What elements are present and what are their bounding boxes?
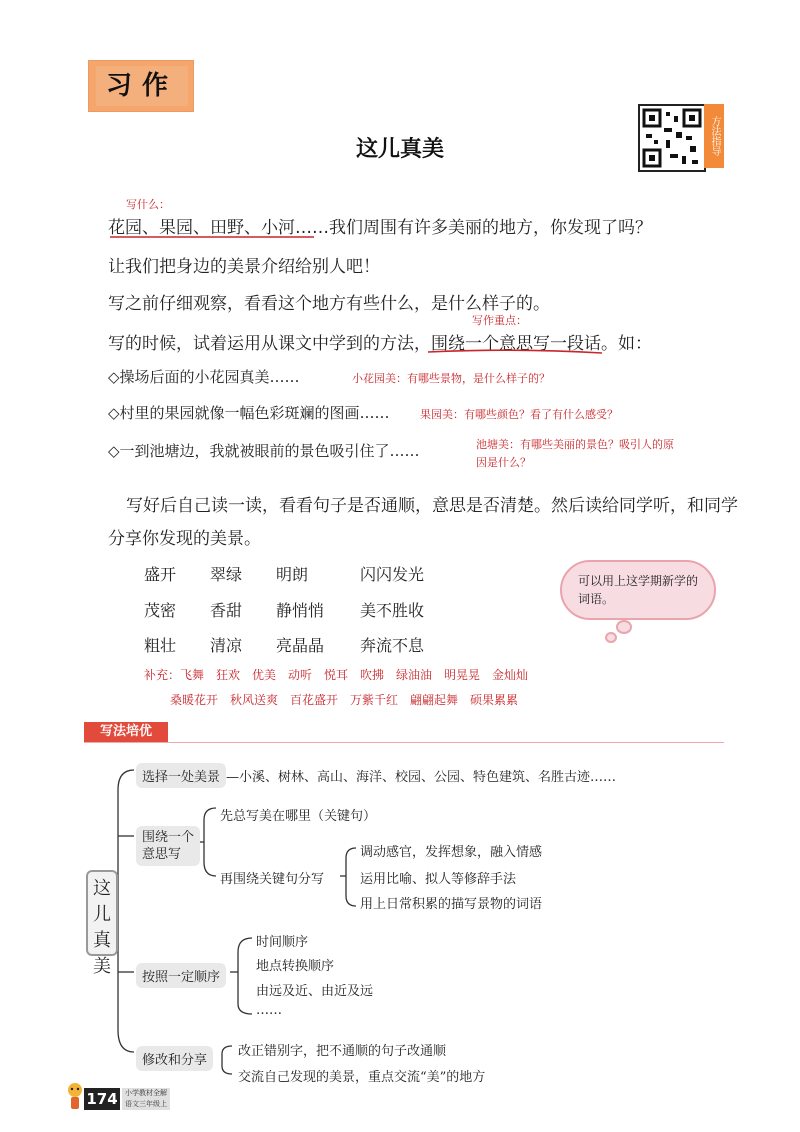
intro-line-4: 写的时候，试着运用从课文中学到的方法，围绕一个意思写一段话。如： — [108, 334, 652, 354]
branch-focus-b-item: 用上日常积累的描写景物的词语 — [360, 897, 543, 912]
example-3-note-cont: 因是什么？ — [476, 456, 531, 469]
mindmap-root — [86, 870, 118, 977]
qr-tab-label: 方法指导 — [704, 104, 724, 168]
example-2: ◇村里的果园就像一幅色彩斑斓的图画…… — [108, 404, 390, 422]
word: 明朗 — [276, 565, 309, 584]
branch-order-item: 由远及近、由近及远 — [256, 984, 374, 999]
supplement-line-2: 桑暖花开 秋风送爽 百花盛开 万紫千红 翩翩起舞 硕果累累 — [170, 693, 519, 707]
branch-order-item: …… — [256, 1003, 282, 1018]
example-3: ◇一到池塘边，我就被眼前的景色吸引住了…… — [108, 442, 420, 460]
intro-line-6: 分享你发现的美景。 — [108, 529, 261, 549]
example-2-note: 果园美：有哪些颜色？看了有什么感受？ — [420, 408, 618, 421]
example-1: ◇操场后面的小花园真美…… — [108, 368, 300, 386]
section-badge-label: 习作 — [96, 66, 188, 106]
word: 美不胜收 — [360, 601, 425, 620]
example-1-note: 小花园美：有哪些景物，是什么样子的？ — [352, 372, 550, 385]
branch-choose: 选择一处美景 — [136, 763, 226, 788]
intro-line-5: 写好后自己读一读，看看句子是否通顺，意思是否清楚。然后读给同学听，和同学 — [126, 496, 738, 516]
word: 盛开 — [144, 565, 177, 584]
intro-line-2: 让我们把身边的美景介绍给别人吧！ — [108, 257, 380, 277]
note-what: 写什么： — [126, 198, 170, 211]
word: 静悄悄 — [276, 601, 325, 620]
word: 茂密 — [144, 601, 177, 620]
branch-focus-b-item: 运用比喻、拟人等修辞手法 — [360, 872, 517, 887]
branch-choose-detail: —小溪、树林、高山、海洋、校园、公园、特色建筑、名胜古迹…… — [226, 770, 617, 785]
mindmap-root-label: 这儿真美 — [93, 878, 111, 977]
footer-book-title: 小学教材全解 语文三年级上 — [122, 1088, 170, 1110]
word: 香甜 — [210, 601, 243, 620]
branch-focus: 围绕一个意思写 — [136, 826, 200, 866]
mascot-icon — [66, 1082, 84, 1110]
intro-line-1: 花园、果园、田野、小河……我们周围有许多美丽的地方，你发现了吗？ — [108, 218, 652, 238]
branch-revise-item: 改正错别字，把不通顺的句子改通顺 — [238, 1044, 447, 1059]
branch-focus-b: 再围绕关键句分写 — [220, 872, 325, 887]
intro-line-3: 写之前仔细观察，看看这个地方有些什么，是什么样子的。 — [108, 294, 550, 314]
branch-revise: 修改和分享 — [136, 1046, 213, 1071]
branch-order-item: 时间顺序 — [256, 935, 309, 950]
word: 粗壮 — [144, 636, 177, 655]
word: 翠绿 — [210, 565, 243, 584]
branch-revise-item: 交流自己发现的美景，重点交流“美”的地方 — [238, 1070, 486, 1085]
branch-focus-b-item: 调动感官，发挥想象，融入情感 — [360, 845, 543, 860]
page-title: 这儿真美 — [355, 137, 444, 162]
supplement-line-1: 补充：飞舞 狂欢 优美 动听 悦耳 吹拂 绿油油 明晃晃 金灿灿 — [144, 668, 529, 682]
branch-order-item: 地点转换顺序 — [256, 959, 335, 974]
word: 清凉 — [210, 636, 243, 655]
branch-order: 按照一定顺序 — [136, 963, 226, 988]
note-focus: 写作重点： — [472, 314, 527, 327]
page-number: 174 — [84, 1088, 120, 1110]
word: 亮晶晶 — [276, 636, 325, 655]
example-3-note: 池塘美：有哪些美丽的景色？吸引人的原 — [476, 438, 674, 451]
tip-cloud: 可以用上这学期新学的词语。 — [560, 560, 716, 620]
word: 奔流不息 — [360, 636, 425, 655]
branch-focus-a: 先总写美在哪里（关键句） — [220, 809, 377, 824]
word: 闪闪发光 — [360, 565, 425, 584]
section-tag: 写法培优 — [84, 722, 168, 742]
